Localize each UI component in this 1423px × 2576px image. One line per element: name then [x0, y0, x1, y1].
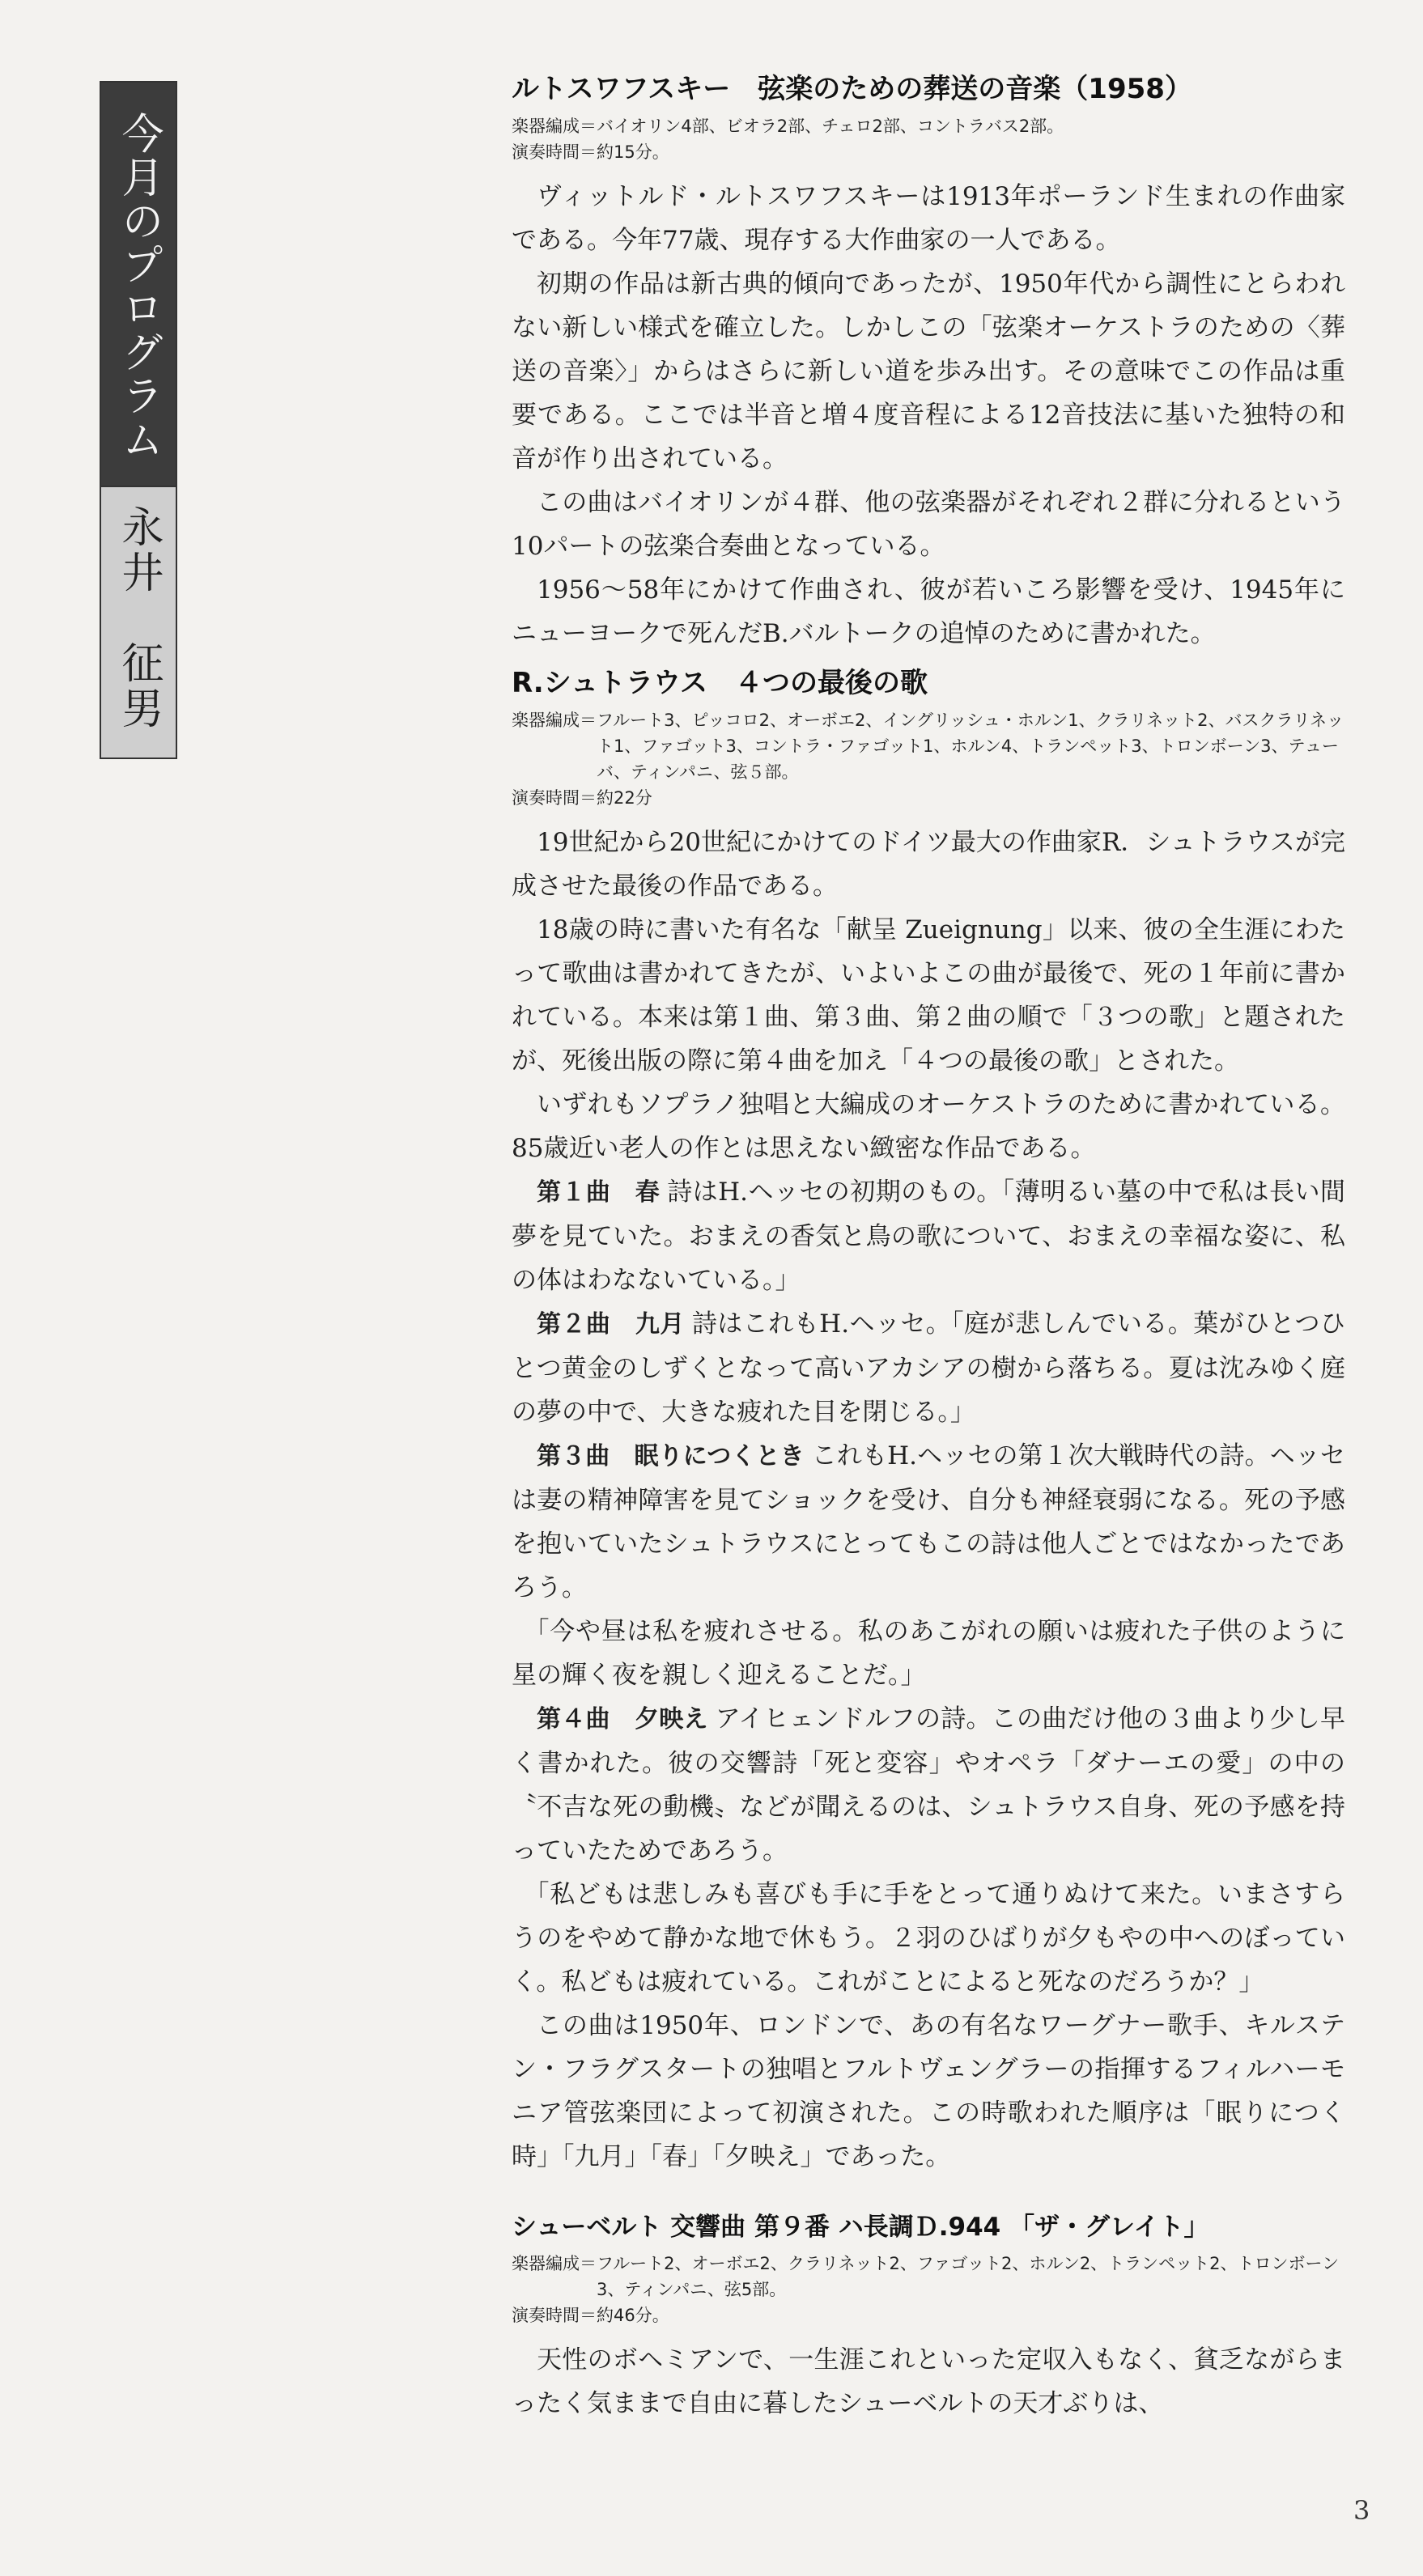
section-body: [512, 175, 1345, 656]
song-paragraph: [512, 1697, 1345, 1873]
song-text: アイヒェンドルフの詩。この曲だけ他の３曲より少し早く書かれた。彼の交響詩「死と変容」やオペラ「ダナーエの愛」の中の〝不吉な死の動機〟などが聞えるのは、シュトラウス自身、死の予感を持っていたためであろう。: [512, 1704, 1345, 1866]
duration-row: [512, 785, 1345, 811]
duration-label: 演奏時間＝: [512, 142, 597, 163]
instrumentation-value: フルート3、ピッコロ2、オーボエ2、イングリッシュ・ホルン1、クラリネット2、バスクラリネット1、ファゴット3、コントラ・ファゴット1、ホルン4、トランペット3、トロンボーン3、テューバ、ティンパニ、弦５部。: [597, 711, 1344, 783]
section-meta: [512, 113, 1345, 165]
duration-value: 約46分。: [597, 2305, 669, 2325]
poem-quote: 「今や昼は私を疲れさせる。私のあこがれの願いは疲れた子供のように星の輝く夜を親しく迎えることだ。」: [512, 1617, 1345, 1691]
page-number: 3: [1353, 2495, 1370, 2526]
vertical-title-box: [100, 81, 177, 759]
section-title-lutoslawski: ルトスワフスキー 弦楽のための葬送の音楽（1958）: [512, 73, 1192, 105]
duration-value: 約22分: [597, 788, 652, 808]
instrumentation-row: [512, 113, 1345, 139]
section-meta: [512, 707, 1345, 811]
program-heading: 今月のプログラム: [101, 83, 176, 486]
paragraph: 19世紀から20世紀にかけてのドイツ最大の作曲家R．シュトラウスが完成させた最後の作品である。: [512, 828, 1345, 902]
poem-quote: 「私どもは悲しみも喜びも手に手をとって通りぬけて来た。いまさすらうのをやめて静かな地で休もう。２羽のひばりが夕もやの中へのぼっていく。私どもは疲れている。これがことによると死なのだろうか？」: [512, 1880, 1345, 1997]
section-body: [512, 2338, 1345, 2425]
instrumentation-value: フルート2、オーボエ2、クラリネット2、ファゴット2、ホルン2、トランペット2、トロンボーン3、ティンパニ、弦5部。: [597, 2253, 1340, 2299]
duration-label: 演奏時間＝: [512, 2305, 597, 2325]
instrumentation-label: 楽器編成＝: [512, 711, 597, 731]
song-paragraph: [512, 1434, 1345, 1610]
song-label: 第１曲 春: [537, 1178, 661, 1207]
instrumentation-value: バイオリン4部、ビオラ2部、チェロ2部、コントラバス2部。: [597, 117, 1064, 137]
song-text: これもH.ヘッセの第１次大戦時代の詩。ヘッセは妻の精神障害を見てショックを受け、自分も神経衰弱になる。死の予感を抱いていたシュトラウスにとってもこの詩は他人ごとではなかったであろう。: [512, 1441, 1345, 1603]
song-text: 詩はH.ヘッセの初期のもの。「薄明るい墓の中で私は長い間夢を見ていた。おまえの香気と鳥の歌について、おまえの幸福な姿に、私の体はわなないている。」: [512, 1178, 1345, 1296]
song-paragraph: [512, 1302, 1345, 1434]
instrumentation-row: [512, 707, 1345, 785]
paragraph: ヴィットルド・ルトスワフスキーは1913年ポーランド生まれの作曲家である。今年77歳、現存する大作曲家の一人である。: [512, 182, 1345, 256]
paragraph: いずれもソプラノ独唱と大編成のオーケストラのために書かれている。85歳近い老人の作とは思えない緻密な作品である。: [512, 1090, 1345, 1164]
section-title-strauss: R.シュトラウス ４つの最後の歌: [512, 667, 928, 700]
instrumentation-label: 楽器編成＝: [512, 117, 597, 137]
paragraph: この曲は1950年、ロンドンで、あの有名なワーグナー歌手、キルステン・フラグスタートの独唱とフルトヴェングラーの指揮するフィルハーモニア管弦楽団によって初演された。この時歌われた順序は「眠りにつく時」「九月」「春」「夕映え」であった。: [512, 2011, 1345, 2172]
song-paragraph: [512, 1170, 1345, 1302]
paragraph: この曲はバイオリンが４群、他の弦楽器がそれぞれ２群に分れるという10パートの弦楽合奏曲となっている。: [512, 488, 1345, 562]
song-label: 第４曲 夕映え: [537, 1705, 708, 1734]
paragraph: 天性のボヘミアンで、一生涯これといった定収入もなく、貧乏ながらまったく気ままで自由に暮したシューベルトの天才ぶりは、: [512, 2345, 1345, 2418]
paragraph: 1956～58年にかけて作曲され、彼が若いころ影響を受け、1945年にニューヨークで死んだB.バルトークの追悼のために書かれた。: [512, 575, 1345, 649]
section-body: [512, 821, 1345, 2179]
song-label: 第２曲 九月: [537, 1310, 685, 1339]
author-name: 永井 征男: [101, 486, 176, 758]
article-column: [512, 71, 1345, 2425]
instrumentation-row: [512, 2251, 1345, 2302]
duration-label: 演奏時間＝: [512, 788, 597, 808]
instrumentation-label: 楽器編成＝: [512, 2253, 597, 2273]
paragraph: 18歳の時に書いた有名な「献呈 Zueignung」以来、彼の全生涯にわたって歌曲は書かれてきたが、いよいよこの曲が最後で、死の１年前に書かれている。本来は第１曲、第３曲、第２曲の順で「３つの歌」と題されたが、死後出版の際に第４曲を加え「４つの最後の歌」とされた。: [512, 915, 1345, 1076]
duration-value: 約15分。: [597, 142, 669, 163]
paragraph: 初期の作品は新古典的傾向であったが、1950年代から調性にとらわれない新しい様式を確立した。しかしこの「弦楽オーケストラのための〈葬送の音楽〉」からはさらに新しい道を歩み出す。その意味でこの作品は重要である。ここでは半音と増４度音程による12音技法に基いた独特の和音が作り出されている。: [512, 269, 1345, 474]
section-title-schubert: シューベルト 交響曲 第９番 ハ長調Ｄ.944 「ザ・グレイト」: [512, 2213, 1209, 2243]
song-text: 詩はこれもH.ヘッセ。「庭が悲しんでいる。葉がひとつひとつ黄金のしずくとなって高いアカシアの樹から落ちる。夏は沈みゆく庭の夢の中で、大きな疲れた目を閉じる。」: [512, 1309, 1345, 1428]
duration-row: [512, 139, 1345, 165]
section-meta: [512, 2251, 1345, 2328]
duration-row: [512, 2302, 1345, 2328]
song-label: 第３曲 眠りにつくとき: [537, 1442, 805, 1471]
